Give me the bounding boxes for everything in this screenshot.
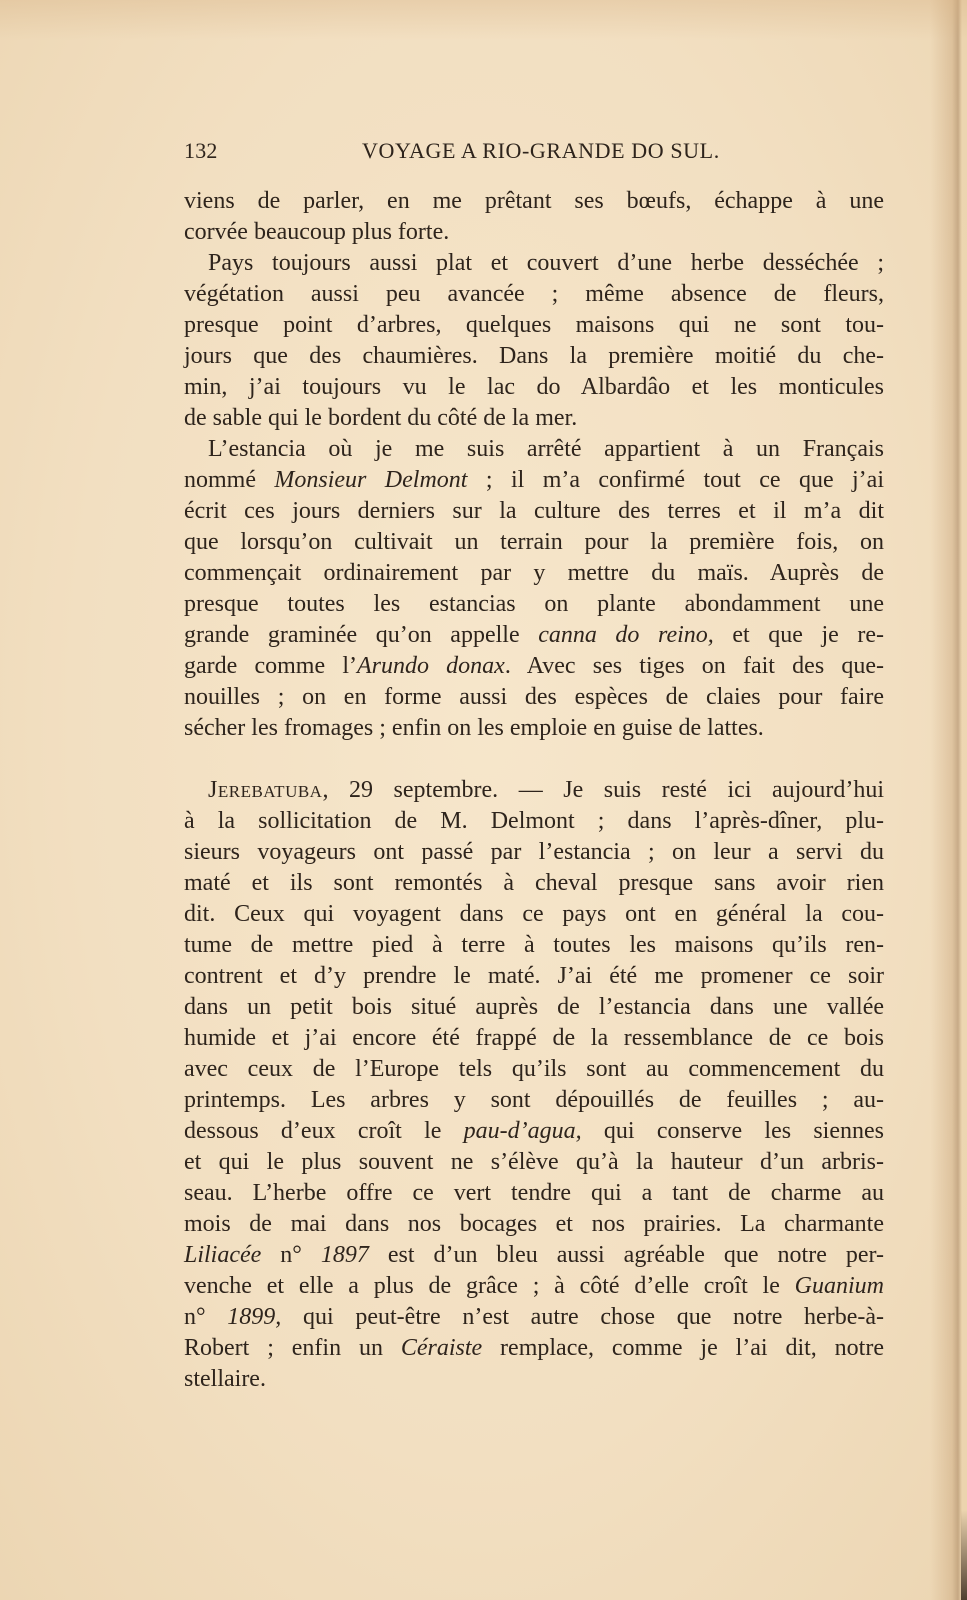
text-run: remplace, comme je l’ai dit, notre: [482, 1335, 884, 1361]
text-run: n°: [184, 1304, 228, 1330]
text-run: n°: [261, 1242, 321, 1268]
text-run: commençait ordinairement par y mettre du maïs. Auprès de: [184, 560, 884, 586]
text-run: avec ceux de l’Europe tels qu’ils sont au commencement du: [184, 1056, 884, 1082]
paragraph-continuation: [184, 186, 884, 248]
text-run: nommé: [184, 467, 275, 493]
text-line: [184, 620, 884, 651]
text-run: presque toutes les estancias on plante abondamment une: [184, 591, 884, 617]
text-line: [184, 682, 884, 713]
text-run: ; il m’a confirmé tout ce que j’ai: [467, 467, 884, 493]
text-run: à la sollicitation de M. Delmont ; dans l’après-dîner, plu-: [184, 808, 884, 834]
text-line: [184, 1178, 884, 1209]
text-line: [184, 899, 884, 930]
text-run: nouilles ; on en forme aussi des espèces de claies pour faire: [184, 684, 884, 710]
page-number: 132: [184, 138, 218, 163]
italic-species: Arundo donax: [356, 653, 505, 679]
text-line: [184, 713, 884, 744]
italic-plant: Céraiste: [400, 1335, 483, 1361]
text-line: [184, 1054, 884, 1085]
italic-name: Monsieur Delmont: [274, 467, 468, 493]
text-run: dessous d’eux croît le: [184, 1118, 464, 1144]
text-run: Robert ; enfin un: [184, 1335, 401, 1361]
text-line: [184, 651, 884, 682]
text-line: de sable qui le bordent du côté de la mer.: [184, 405, 578, 431]
text-line: [184, 1333, 884, 1364]
text-line: [184, 1302, 884, 1333]
text-run: qui peut-être n’est autre chose que notre herbe-à-: [281, 1304, 884, 1330]
text-line: [184, 1023, 884, 1054]
running-head: [184, 138, 884, 168]
italic-term: canna do reino,: [538, 622, 714, 648]
text-line: corvée beaucoup plus forte.: [184, 219, 450, 245]
text-run: sieurs voyageurs ont passé par l’estancia ; on leur a servi du: [184, 839, 884, 865]
running-title: VOYAGE A RIO-GRANDE DO SUL.: [362, 138, 720, 163]
text-run: garde comme l’: [184, 653, 357, 679]
text-line: [184, 806, 884, 837]
italic-specimen-number: 1897: [320, 1242, 369, 1268]
text-line: viens de parler, en me prêtant ses bœufs, échappe à une: [184, 188, 884, 214]
text-run: printemps. Les arbres y sont dépouillés de feuilles ; au-: [184, 1087, 884, 1113]
text-line: [184, 1271, 884, 1302]
text-run: , 29 septembre. — Je suis resté ici aujourd’hui: [322, 777, 884, 803]
text-line: [184, 868, 884, 899]
text-run: tume de mettre pied à terre à toutes les maisons qu’ils ren-: [184, 932, 884, 958]
text-run: écrit ces jours derniers sur la culture des terres et il m’a dit: [184, 498, 884, 524]
italic-plant: pau-d’agua,: [463, 1118, 582, 1144]
text-line: [184, 961, 884, 992]
text-line: [184, 1085, 884, 1116]
text-line: [184, 1240, 884, 1271]
text-line: végétation aussi peu avancée ; même absence de fleurs,: [184, 281, 884, 307]
book-edge-shadow: [961, 1510, 967, 1600]
body-text: [184, 186, 884, 1395]
text-line: [184, 1147, 884, 1178]
text-line: presque point d’arbres, quelques maisons qui ne sont tou-: [184, 312, 884, 338]
text-line: [184, 837, 884, 868]
text-run: . Avec ses tiges on fait des que-: [504, 653, 884, 679]
text-run: est d’un bleu aussi agréable que notre per-: [368, 1242, 884, 1268]
text-run: dans un petit bois situé auprès de l’estancia dans une vallée: [184, 994, 884, 1020]
text-line: Pays toujours aussi plat et couvert d’une herbe desséchée ;: [208, 250, 884, 276]
text-line: [184, 775, 884, 806]
text-line: jours que des chaumières. Dans la première moitié du che-: [184, 343, 884, 369]
text-run: et qui le plus souvent ne s’élève qu’à la hauteur d’un arbris-: [184, 1149, 884, 1175]
text-run: L’estancia où je me suis arrêté appartient à un Français: [208, 436, 884, 462]
text-line: [184, 1209, 884, 1240]
text-run: contrent et d’y prendre le maté. J’ai été me promener ce soir: [184, 963, 884, 989]
text-run: maté et ils sont remontés à cheval presque sans avoir rien: [184, 870, 884, 896]
paragraph-estancia: [184, 434, 884, 744]
text-line: [184, 1364, 884, 1395]
text-run: humide et j’ai encore été frappé de la ressemblance de ce bois: [184, 1025, 884, 1051]
text-line: [184, 1116, 884, 1147]
text-run: mois de mai dans nos bocages et nos prairies. La charmante: [184, 1211, 884, 1237]
text-run: stellaire.: [184, 1366, 266, 1392]
text-line: [184, 992, 884, 1023]
text-line: [184, 434, 884, 465]
text-run: sécher les fromages ; enfin on les emploie en guise de lattes.: [184, 715, 764, 741]
text-run: dit. Ceux qui voyagent dans ce pays ont en général la cou-: [184, 901, 884, 927]
text-run: qui conserve les siennes: [581, 1118, 884, 1144]
text-run: venche et elle a plus de grâce ; à côté d’elle croît le: [184, 1273, 795, 1299]
text-line: [184, 589, 884, 620]
italic-specimen-number: 1899,: [227, 1304, 282, 1330]
section-gap: [184, 744, 884, 775]
text-line: [184, 558, 884, 589]
text-line: min, j’ai toujours vu le lac do Albardâo et les monticules: [184, 374, 884, 400]
text-line: [184, 496, 884, 527]
text-line: [184, 465, 884, 496]
entry-place-heading: Jerebatuba: [208, 777, 323, 803]
text-run: seau. L’herbe offre ce vert tendre qui a tant de charme au: [184, 1180, 884, 1206]
text-line: [184, 527, 884, 558]
paragraph-jerebatuba-entry: [184, 775, 884, 1395]
italic-plant: Liliacée: [184, 1242, 262, 1268]
text-run: et que je re-: [713, 622, 885, 648]
italic-plant: Guanium: [794, 1273, 884, 1299]
text-run: grande graminée qu’on appelle: [184, 622, 539, 648]
paragraph-landscape: [184, 248, 884, 434]
text-line: [184, 930, 884, 961]
text-run: que lorsqu’on cultivait un terrain pour la première fois, on: [184, 529, 884, 555]
